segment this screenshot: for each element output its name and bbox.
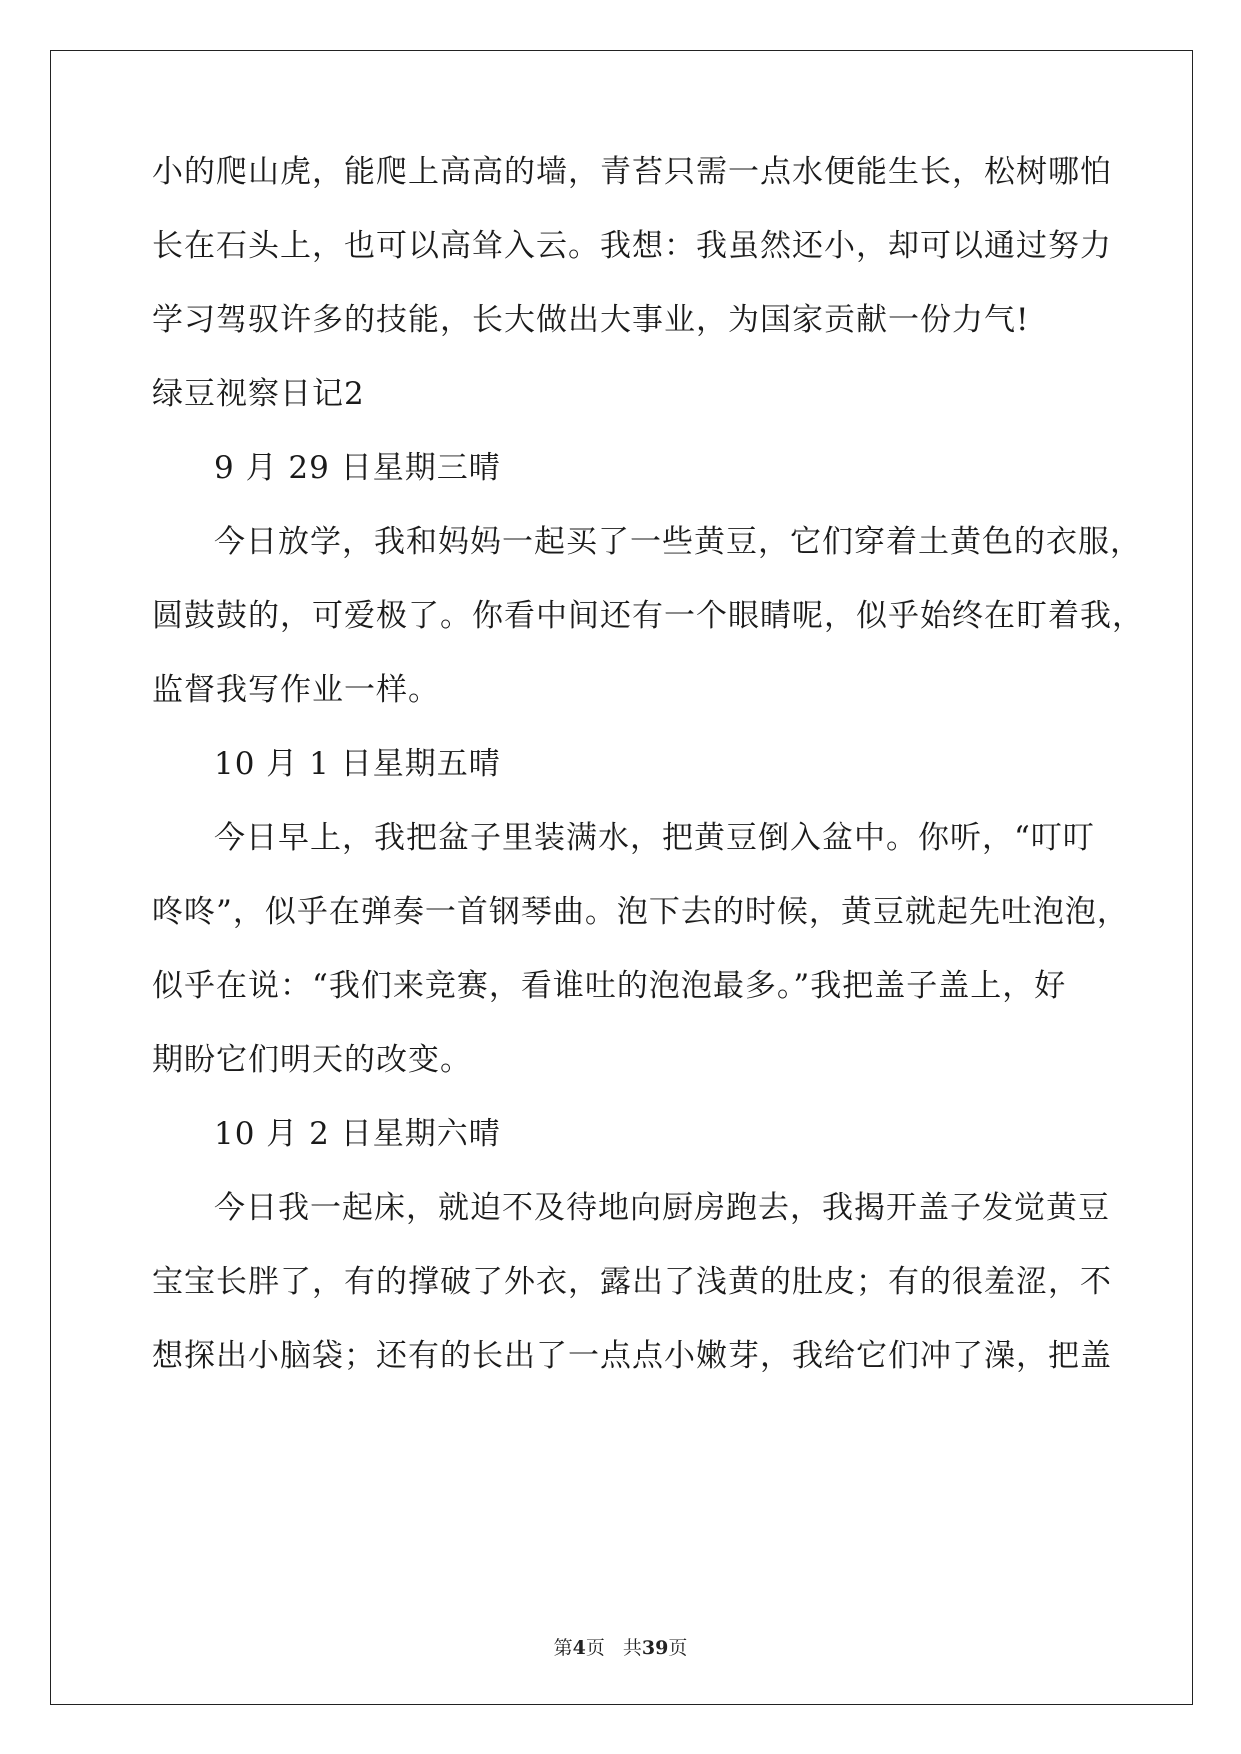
body-line-4: 今日放学，我和妈妈一起买了一些黄豆，它们穿着土黄色的衣服，: [214, 524, 1142, 560]
total-prefix: 共: [622, 1637, 642, 1659]
diary-date-3: 10 月 2 日星期六晴: [214, 1116, 501, 1152]
body-line-3: 学习驾驭许多的技能，长大做出大事业，为国家贡献一份力气!: [152, 302, 1030, 338]
body-line-8: 咚咚”，似乎在弹奏一首钢琴曲。泡下去的时候，黄豆就起先吐泡泡，: [152, 894, 1129, 930]
page-suffix: 页: [585, 1637, 605, 1659]
page-border: [50, 50, 1193, 1705]
body-line-6: 监督我写作业一样。: [152, 672, 440, 708]
section-heading: 绿豆视察日记2: [152, 376, 365, 412]
total-pages: 39: [641, 1637, 669, 1659]
page-number: 4: [572, 1637, 586, 1659]
body-line-11: 今日我一起床，就迫不及待地向厨房跑去，我揭开盖子发觉黄豆: [214, 1190, 1110, 1226]
page-footer: [0, 1633, 1241, 1660]
body-line-9: 似乎在说：“我们来竞赛，看谁吐的泡泡最多。”我把盖子盖上，好: [152, 968, 1067, 1004]
body-line-7: 今日早上，我把盆子里装满水，把黄豆倒入盆中。你听，“叮叮: [214, 820, 1095, 856]
body-line-12: 宝宝长胖了，有的撑破了外衣，露出了浅黄的肚皮；有的很羞涩，不: [152, 1264, 1112, 1300]
body-line-1: 小的爬山虎，能爬上高高的墙，青苔只需一点水便能生长，松树哪怕: [152, 154, 1112, 190]
total-suffix: 页: [668, 1637, 688, 1659]
body-line-2: 长在石头上，也可以高耸入云。我想：我虽然还小，却可以通过努力: [152, 228, 1112, 264]
diary-date-2: 10 月 1 日星期五晴: [214, 746, 501, 782]
body-line-5: 圆鼓鼓的，可爱极了。你看中间还有一个眼睛呢，似乎始终在盯着我，: [152, 598, 1144, 634]
diary-date-1: 9 月 29 日星期三晴: [214, 450, 501, 486]
page-prefix: 第: [553, 1637, 573, 1659]
body-line-10: 期盼它们明天的改变。: [152, 1042, 472, 1078]
body-line-13: 想探出小脑袋；还有的长出了一点点小嫩芽，我给它们冲了澡，把盖: [152, 1338, 1112, 1374]
